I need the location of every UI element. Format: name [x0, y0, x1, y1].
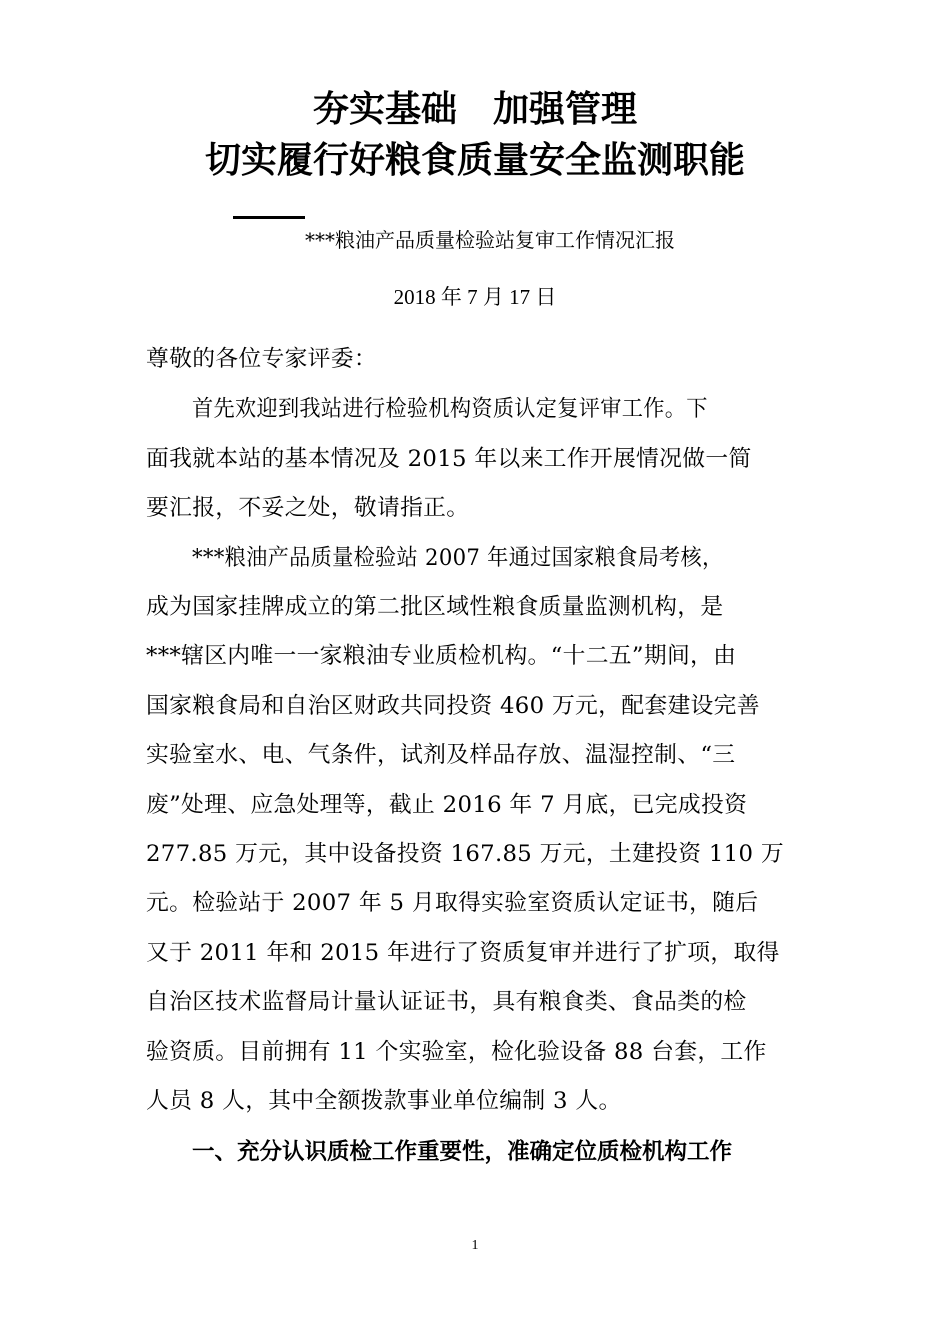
paragraph-line: ***辖区内唯一一家粮油专业质检机构。“十二五”期间，由 [146, 643, 737, 669]
section-heading: 一、充分认识质检工作重要性，准确定位质检机构工作 [192, 1139, 733, 1165]
paragraph-line: 废”处理、应急处理等，截止 2016 年 7 月底，已完成投资 [146, 792, 748, 818]
paragraph-line: 首先欢迎到我站进行检验机构资质认定复评审工作。下 [192, 396, 708, 422]
greeting: 尊敬的各位专家评委： [146, 346, 377, 372]
document-subtitle: ***粮油产品质量检验站复审工作情况汇报 [305, 228, 675, 252]
paragraph-line: 元。检验站于 2007 年 5 月取得实验室资质认定证书，随后 [146, 890, 759, 916]
subtitle-dash [233, 216, 305, 219]
paragraph-line: 面我就本站的基本情况及 2015 年以来工作开展情况做一简 [146, 446, 752, 472]
paragraph-line: 又于 2011 年和 2015 年进行了资质复审并进行了扩项，取得 [146, 940, 780, 966]
document-title-line1: 夯实基础 加强管理 [312, 89, 637, 130]
document-date: 2018 年 7 月 17 日 [393, 285, 557, 309]
paragraph-line: 验资质。目前拥有 11 个实验室，检化验设备 88 台套，工作 [146, 1039, 767, 1065]
paragraph-line: 成为国家挂牌成立的第二批区域性粮食质量监测机构，是 [146, 594, 724, 620]
paragraph-line: 277.85 万元，其中设备投资 167.85 万元，土建投资 110 万 [146, 841, 784, 867]
paragraph-line: 实验室水、电、气条件，试剂及样品存放、温湿控制、“三 [146, 742, 736, 768]
page-number: 1 [471, 1238, 479, 1253]
document-title-line2: 切实履行好粮食质量安全监测职能 [204, 140, 745, 181]
paragraph-line: 自治区技术监督局计量认证证书，具有粮食类、食品类的检 [146, 989, 747, 1015]
paragraph-line: 国家粮食局和自治区财政共同投资 460 万元，配套建设完善 [146, 693, 760, 719]
paragraph-line: 人员 8 人，其中全额拨款事业单位编制 3 人。 [146, 1088, 622, 1114]
paragraph-line: 要汇报，不妥之处，敬请指正。 [146, 495, 470, 521]
paragraph-line: ***粮油产品质量检验站 2007 年通过国家粮食局考核， [192, 545, 724, 571]
